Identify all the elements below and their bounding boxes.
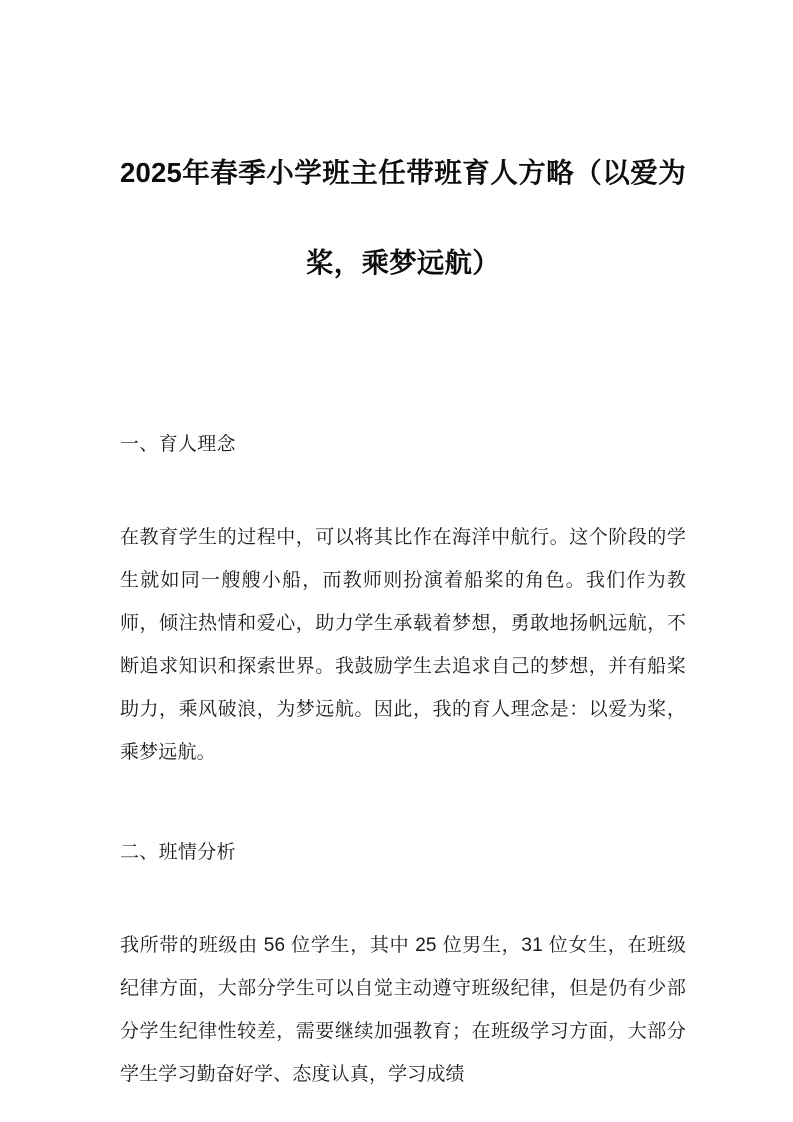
section-heading-1: 一、育人理念 <box>120 434 236 455</box>
section-paragraph-2: 我所带的班级由 56 位学生，其中 25 位男生，31 位女生，在班级纪律方面，大部分学生可以自觉主动遵守班级纪律，但是仍有少部分学生纪律性较差，需要继续加强教育；在班级学习方面，大部分学生学习勤奋好学、态度认真，学习成绩 <box>120 935 686 1085</box>
document-text-column <box>120 0 686 1096</box>
section-paragraph-1: 在教育学生的过程中，可以将其比作在海洋中航行。这个阶段的学生就如同一艘艘小船，而教师则扮演着船桨的角色。我们作为教师，倾注热情和爱心，助力学生承载着梦想，勇敢地扬帆远航，不断追求知识和探索世界。我鼓励学生去追求自己的梦想，并有船桨助力，乘风破浪，为梦远航。因此，我的育人理念是：以爱为桨，乘梦远航。 <box>120 527 686 763</box>
page-title <box>120 0 686 308</box>
page-title-text: 2025年春季小学班主任带班育人方略（以爱为桨，乘梦远航） <box>120 157 686 278</box>
section-heading-2: 二、班情分析 <box>120 842 236 863</box>
